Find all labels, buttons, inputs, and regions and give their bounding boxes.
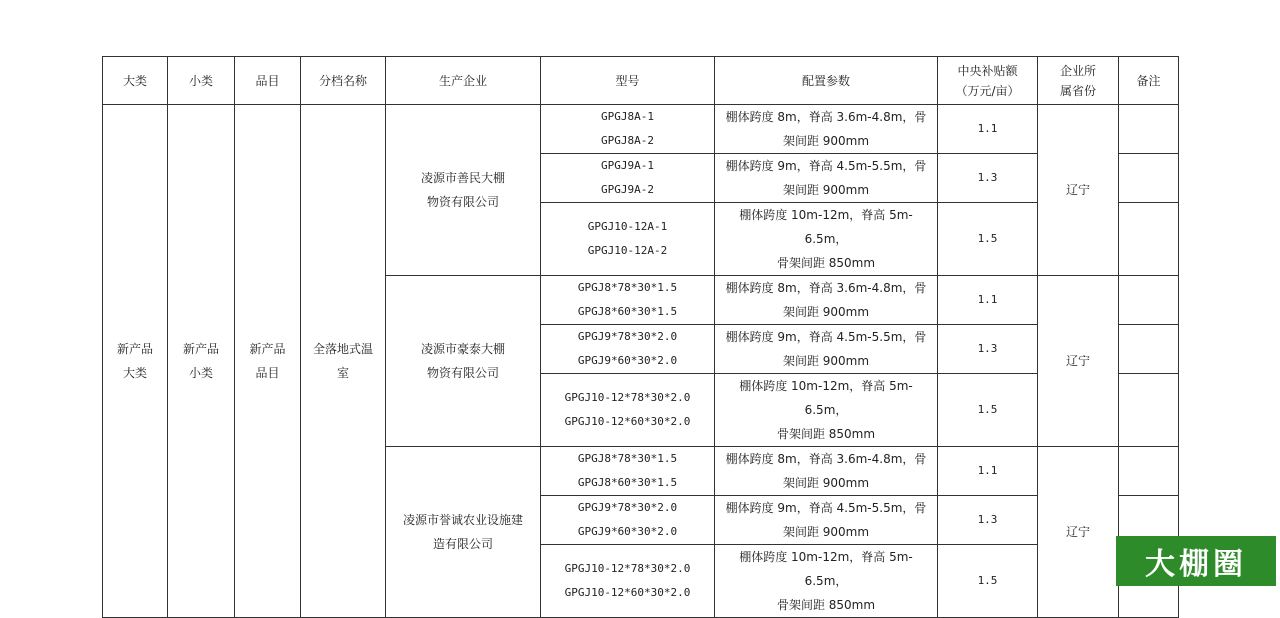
model-cell xyxy=(541,496,715,545)
remarks-cell xyxy=(1119,325,1179,374)
params-line: 棚体跨度 9m，脊高 4.5m-5.5m，骨 xyxy=(725,501,927,515)
model-line: GPGJ10-12*78*30*2.0 xyxy=(564,391,691,404)
header-params: 配置参数 xyxy=(715,57,938,105)
province-cell: 辽宁 xyxy=(1038,276,1119,447)
header-province: 企业所 属省份 xyxy=(1038,57,1119,105)
params-line: 架间距 900mm xyxy=(782,354,870,368)
category-cell: 新产品 大类 xyxy=(103,105,168,618)
model-cell xyxy=(541,374,715,447)
model-line: GPGJ9A-2 xyxy=(601,183,654,196)
remarks-cell xyxy=(1119,154,1179,203)
subsidy-table xyxy=(102,56,1179,618)
model-cell xyxy=(541,325,715,374)
model-cell xyxy=(541,545,715,618)
subsidy-cell: 1.1 xyxy=(938,105,1038,154)
params-line: 棚体跨度 9m，脊高 4.5m-5.5m，骨 xyxy=(725,330,927,344)
model-cell xyxy=(541,105,715,154)
model-cell xyxy=(541,447,715,496)
params-cell xyxy=(715,447,938,496)
model-line: GPGJ8A-1 xyxy=(601,110,654,123)
province-cell: 辽宁 xyxy=(1038,105,1119,276)
subsidy-table-sheet xyxy=(102,56,1179,618)
subsidy-cell: 1.5 xyxy=(938,374,1038,447)
model-line: GPGJ10-12A-2 xyxy=(587,244,668,257)
remarks-cell xyxy=(1119,105,1179,154)
header-grade: 分档名称 xyxy=(301,57,386,105)
header-subsidy: 中央补贴额 （万元/亩） xyxy=(938,57,1038,105)
table-body xyxy=(103,105,1179,618)
subcategory-cell: 新产品 小类 xyxy=(168,105,235,618)
header-item: 品目 xyxy=(235,57,301,105)
model-line: GPGJ8*78*30*1.5 xyxy=(577,281,678,294)
header-model: 型号 xyxy=(541,57,715,105)
model-line: GPGJ10-12*60*30*2.0 xyxy=(564,586,691,599)
model-line: GPGJ9*60*30*2.0 xyxy=(577,525,678,538)
params-cell xyxy=(715,325,938,374)
model-line: GPGJ9*78*30*2.0 xyxy=(577,330,678,343)
remarks-cell xyxy=(1119,374,1179,447)
header-company: 生产企业 xyxy=(386,57,541,105)
params-line: 棚体跨度 8m，脊高 3.6m-4.8m，骨 xyxy=(725,110,927,124)
params-line: 棚体跨度 10m-12m，脊高 5m-6.5m， xyxy=(739,379,913,417)
params-line: 骨架间距 850mm xyxy=(776,256,876,270)
params-line: 架间距 900mm xyxy=(782,476,870,490)
subsidy-cell: 1.3 xyxy=(938,496,1038,545)
model-line: GPGJ10-12A-1 xyxy=(587,220,668,233)
grade-cell: 全落地式温 室 xyxy=(301,105,386,618)
model-cell xyxy=(541,276,715,325)
model-cell xyxy=(541,203,715,276)
params-cell xyxy=(715,105,938,154)
subsidy-cell: 1.3 xyxy=(938,325,1038,374)
params-cell xyxy=(715,374,938,447)
params-line: 架间距 900mm xyxy=(782,525,870,539)
params-cell xyxy=(715,203,938,276)
table-row xyxy=(103,105,1179,154)
province-cell: 辽宁 xyxy=(1038,447,1119,618)
watermark-logo: 大棚圈 xyxy=(1116,536,1276,586)
subsidy-cell: 1.5 xyxy=(938,203,1038,276)
model-cell xyxy=(541,154,715,203)
header-remarks: 备注 xyxy=(1119,57,1179,105)
params-line: 棚体跨度 10m-12m，脊高 5m-6.5m， xyxy=(739,208,913,246)
model-line: GPGJ10-12*60*30*2.0 xyxy=(564,415,691,428)
model-line: GPGJ9*78*30*2.0 xyxy=(577,501,678,514)
subsidy-cell: 1.5 xyxy=(938,545,1038,618)
model-line: GPGJ9A-1 xyxy=(601,159,654,172)
subsidy-cell: 1.3 xyxy=(938,154,1038,203)
params-line: 棚体跨度 9m，脊高 4.5m-5.5m，骨 xyxy=(725,159,927,173)
company-name-cell: 凌源市誉诚农业设施建 造有限公司 xyxy=(386,447,541,618)
params-line: 棚体跨度 8m，脊高 3.6m-4.8m，骨 xyxy=(725,281,927,295)
params-line: 架间距 900mm xyxy=(782,134,870,148)
model-line: GPGJ8*60*30*1.5 xyxy=(577,305,678,318)
params-cell xyxy=(715,154,938,203)
subsidy-cell: 1.1 xyxy=(938,276,1038,325)
remarks-cell xyxy=(1119,203,1179,276)
header-category: 大类 xyxy=(103,57,168,105)
params-cell xyxy=(715,545,938,618)
params-line: 骨架间距 850mm xyxy=(776,598,876,612)
header-row xyxy=(103,57,1179,105)
subsidy-cell: 1.1 xyxy=(938,447,1038,496)
model-line: GPGJ8A-2 xyxy=(601,134,654,147)
company-name-cell: 凌源市善民大棚 物资有限公司 xyxy=(386,105,541,276)
params-cell xyxy=(715,276,938,325)
params-line: 棚体跨度 10m-12m，脊高 5m-6.5m， xyxy=(739,550,913,588)
model-line: GPGJ9*60*30*2.0 xyxy=(577,354,678,367)
params-cell xyxy=(715,496,938,545)
params-line: 骨架间距 850mm xyxy=(776,427,876,441)
model-line: GPGJ8*60*30*1.5 xyxy=(577,476,678,489)
remarks-cell xyxy=(1119,276,1179,325)
model-line: GPGJ10-12*78*30*2.0 xyxy=(564,562,691,575)
item-cell: 新产品 品目 xyxy=(235,105,301,618)
company-name-cell: 凌源市豪泰大棚 物资有限公司 xyxy=(386,276,541,447)
params-line: 架间距 900mm xyxy=(782,305,870,319)
params-line: 架间距 900mm xyxy=(782,183,870,197)
params-line: 棚体跨度 8m，脊高 3.6m-4.8m，骨 xyxy=(725,452,927,466)
header-subcategory: 小类 xyxy=(168,57,235,105)
remarks-cell xyxy=(1119,447,1179,496)
model-line: GPGJ8*78*30*1.5 xyxy=(577,452,678,465)
